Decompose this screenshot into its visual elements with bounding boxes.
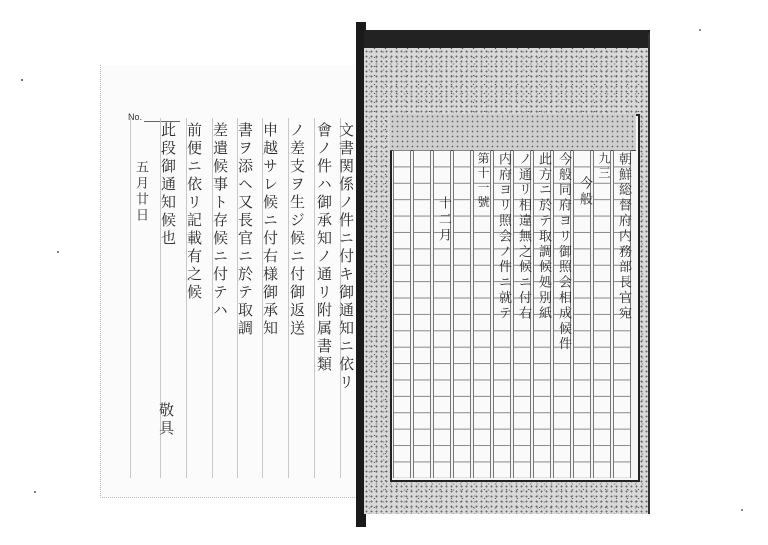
manuscript-grid-column: [413, 150, 431, 478]
handwritten-line: 前便ニ依リ記載有之候: [185, 122, 203, 302]
closing-signature: 敬具: [157, 402, 175, 438]
handwritten-date: 十二月: [436, 196, 451, 244]
manuscript-header-band: [390, 114, 636, 151]
ruled-line: [130, 118, 131, 478]
handwritten-line: 差遣候事ト存候ニ付テハ: [211, 122, 229, 320]
document-number-label: No.: [128, 112, 143, 122]
manuscript-grid-column: [453, 150, 471, 478]
handwritten-line: 九三: [597, 152, 611, 181]
handwritten-line: ノ差支ヲ生ジ候ニ付御返送: [288, 122, 306, 338]
handwritten-line: 朝鮮総督府内務部長官宛: [616, 152, 631, 322]
date: 五月廿日: [133, 160, 148, 224]
handwritten-line: ノ通リ相違無之候ニ付右: [516, 152, 531, 322]
handwritten-line: 此段御通知候也: [159, 122, 177, 248]
handwritten-line: 書ヲ添ヘ又長官ニ於テ取調: [236, 122, 254, 338]
handwritten-line: 文書関係ノ件ニ付キ御通知ニ依リ: [337, 122, 355, 392]
handwritten-line: 今般同府ヨリ御照会相成候件: [556, 152, 571, 353]
handwritten-line: 此方ニ於テ取調候処別紙: [536, 152, 551, 322]
handwritten-line: 内府ヨリ照会ノ件ニ就テ: [496, 152, 511, 322]
handwritten-line: 第十一號: [476, 152, 490, 210]
handwritten-line: 會ノ件ハ御承知ノ通リ附属書類: [315, 122, 333, 374]
page-edge-shadow: [364, 30, 648, 48]
manuscript-grid-column: [393, 150, 411, 478]
handwritten-line: 今般: [577, 176, 592, 208]
handwritten-line: 申越サレ候ニ付右様御承知: [261, 122, 279, 338]
